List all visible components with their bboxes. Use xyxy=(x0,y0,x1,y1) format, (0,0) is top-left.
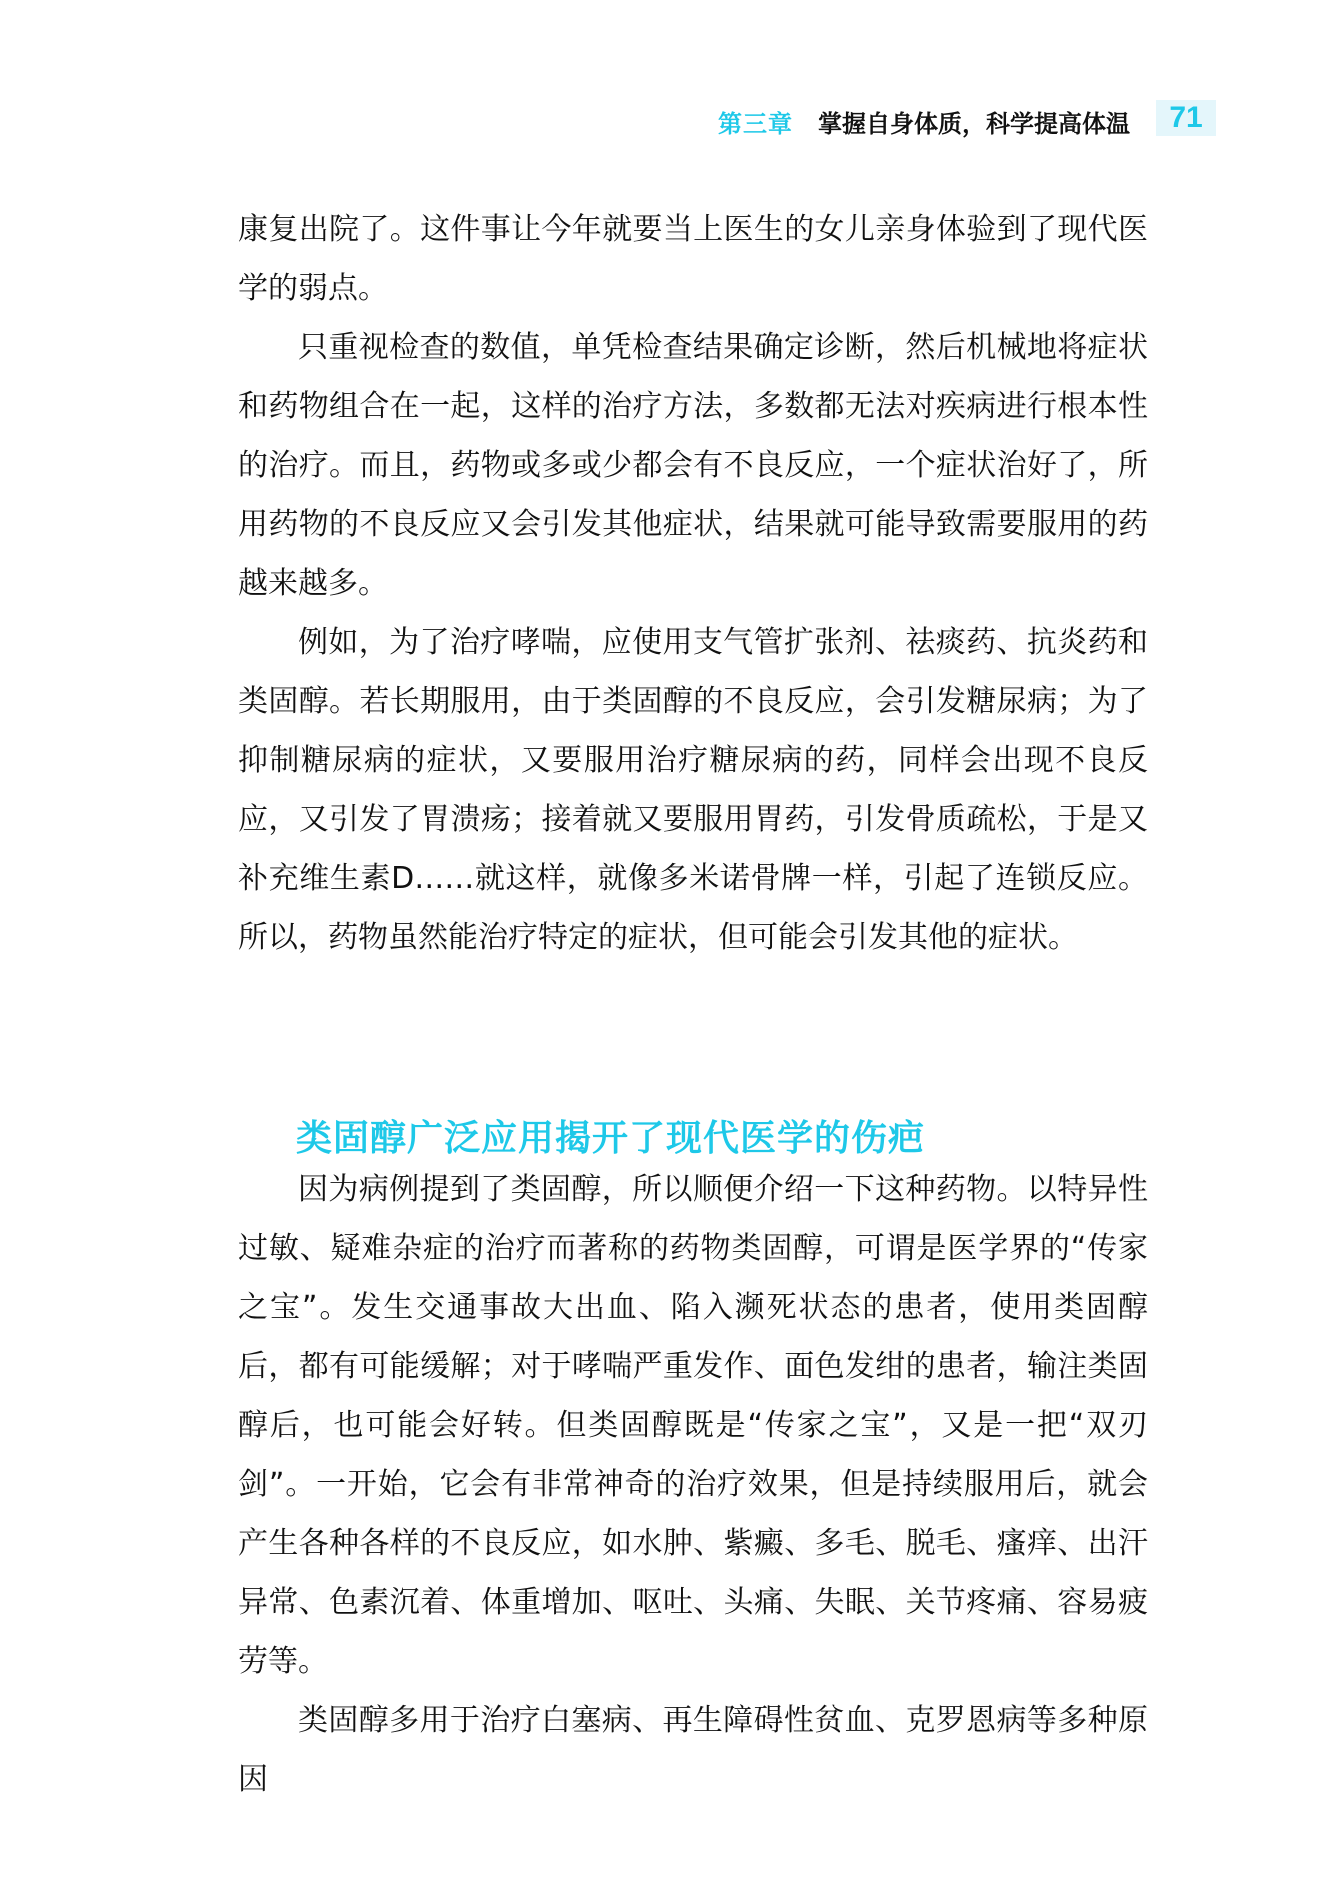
running-head xyxy=(0,100,1339,140)
paragraph: 类固醇多用于治疗白塞病、再生障碍性贫血、克罗恩病等多种原因 xyxy=(238,1703,1148,1797)
paragraph: 康复出院了。这件事让今年就要当上医生的女儿亲身体验到了现代医学的弱点。 xyxy=(238,212,1148,306)
body-text-before-section xyxy=(238,200,1148,967)
chapter-label: 第三章 xyxy=(718,110,793,138)
page-number: 71 xyxy=(1156,100,1216,136)
chapter-title: 掌握自身体质，科学提高体温 xyxy=(818,110,1130,138)
body-text-after-section xyxy=(238,1160,1148,1809)
paragraph: 只重视检查的数值，单凭检查结果确定诊断，然后机械地将症状和药物组合在一起，这样的治疗方法，多数都无法对疾病进行根本性的治疗。而且，药物或多或少都会有不良反应，一个症状治好了，所用药物的不良反应又会引发其他症状，结果就可能导致需要服用的药越来越多。 xyxy=(238,330,1148,601)
section-heading: 类固醇广泛应用揭开了现代医学的伤疤 xyxy=(296,1117,926,1159)
paragraph: 例如，为了治疗哮喘，应使用支气管扩张剂、祛痰药、抗炎药和类固醇。若长期服用，由于类固醇的不良反应，会引发糖尿病；为了抑制糖尿病的症状，又要服用治疗糖尿病的药，同样会出现不良反应，又引发了胃溃疡；接着就又要服用胃药，引发骨质疏松，于是又补充维生素D……就这样，就像多米诺骨牌一样，引起了连锁反应。所以，药物虽然能治疗特定的症状，但可能会引发其他的症状。 xyxy=(238,625,1148,955)
paragraph: 因为病例提到了类固醇，所以顺便介绍一下这种药物。以特异性过敏、疑难杂症的治疗而著称的药物类固醇，可谓是医学界的“传家之宝”。发生交通事故大出血、陷入濒死状态的患者，使用类固醇后，都有可能缓解；对于哮喘严重发作、面色发绀的患者，输注类固醇后，也可能会好转。但类固醇既是“传家之宝”，又是一把“双刃剑”。一开始，它会有非常神奇的治疗效果，但是持续服用后，就会产生各种各样的不良反应，如水肿、紫癜、多毛、脱毛、瘙痒、出汗异常、色素沉着、体重增加、呕吐、头痛、失眠、关节疼痛、容易疲劳等。 xyxy=(238,1172,1148,1679)
